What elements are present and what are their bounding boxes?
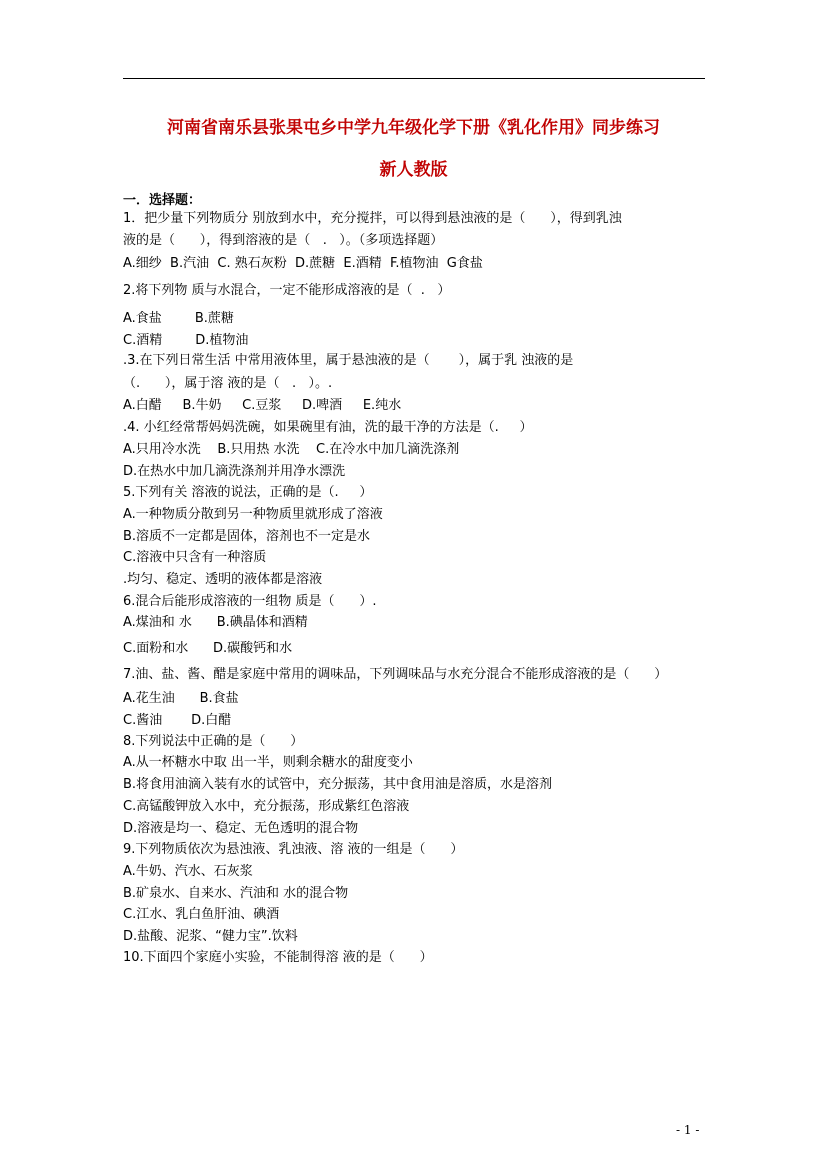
text-line: 1．把少量下列物质分 别放到水中，充分搅拌，可以得到悬浊液的是（ ），得到乳浊 [123,211,622,226]
text-line: 6.混合后能形成溶液的一组物 质是（ ）. [123,594,377,609]
text-line: A.煤油和 水 B.碘晶体和酒精 [123,615,308,630]
text-line: 7.油、盐、酱、醋是家庭中常用的调味品，下列调味品与水充分混合不能形成溶液的是（ ） [123,667,668,682]
text-line: C.溶液中只含有一种溶质 [123,550,267,565]
page-number: - 1 - [676,1123,700,1137]
text-line: .均匀、稳定、透明的液体都是溶液 [123,572,323,587]
text-line: A.只用冷水洗 B.只用热 水洗 C.在冷水中加几滴洗涤剂 [123,442,460,457]
document-title: 河南省南乐县张果屯乡中学九年级化学下册《乳化作用》同步练习 [167,118,660,138]
text-line: A.花生油 B.食盐 [123,691,239,706]
text-line: 5.下列有关 溶液的说法，正确的是（. ） [123,485,373,500]
text-line: 2.将下列物 质与水混合，一定不能形成溶液的是（ . ） [123,283,451,298]
text-line: B.将食用油滴入装有水的试管中，充分振荡，其中食用油是溶质，水是溶剂 [123,777,553,792]
text-line: D.溶液是均一、稳定、无色透明的混合物 [123,821,359,836]
text-line: D.盐酸、泥浆、“健力宝”.饮料 [123,929,298,944]
text-line: .4. 小红经常帮妈妈洗碗，如果碗里有油，洗的最干净的方法是（. ） [123,420,533,435]
text-line: C.酱油 D.白醋 [123,713,232,728]
text-line: A.食盐 B.蔗糖 [123,311,234,326]
text-line: A.牛奶、汽水、石灰浆 [123,864,253,879]
text-line: C.面粉和水 D.碳酸钙和水 [123,641,293,656]
text-line: （. ），属于溶 液的是（ . ）。. [123,376,333,391]
text-line: A.一种物质分散到另一种物质里就形成了溶液 [123,507,383,522]
text-line: A.细纱 B.汽油 C. 熟石灰粉 D.蔗糖 E.酒精 F.植物油 G食盐 [123,256,483,271]
text-line: C.酒精 D.植物油 [123,333,249,348]
text-line: B.溶质不一定都是固体，溶剂也不一定是水 [123,529,371,544]
text-line: 液的是（ ），得到溶液的是（ . ）。（多项选择题） [123,233,444,248]
text-line: C.高锰酸钾放入水中，充分振荡，形成紫红色溶液 [123,799,410,814]
text-line: D.在热水中加几滴洗涤剂并用净水漂洗 [123,464,346,479]
text-line: .3.在下列日常生活 中常用液体里，属于悬浊液的是（ ），属于乳 浊液的是 [123,353,574,368]
document-subtitle: 新人教版 [379,160,448,180]
text-line: 10.下面四个家庭小实验，不能制得溶 液的是（ ） [123,950,433,965]
header-rule [123,78,705,79]
text-line: 9.下列物质依次为悬浊液、乳浊液、溶 液的一组是（ ） [123,842,464,857]
text-line: 8.下列说法中正确的是（ ） [123,734,304,749]
text-line: A.从一杯糖水中取 出一半，则剩余糖水的甜度变小 [123,755,413,770]
text-line: B.矿泉水、自来水、汽油和 水的混合物 [123,886,349,901]
section-heading: 一．选择题： [123,193,202,208]
text-line: C.江水、乳白鱼肝油、碘酒 [123,907,280,922]
text-line: A.白醋 B.牛奶 C.豆浆 D.啤酒 E.纯水 [123,398,402,413]
